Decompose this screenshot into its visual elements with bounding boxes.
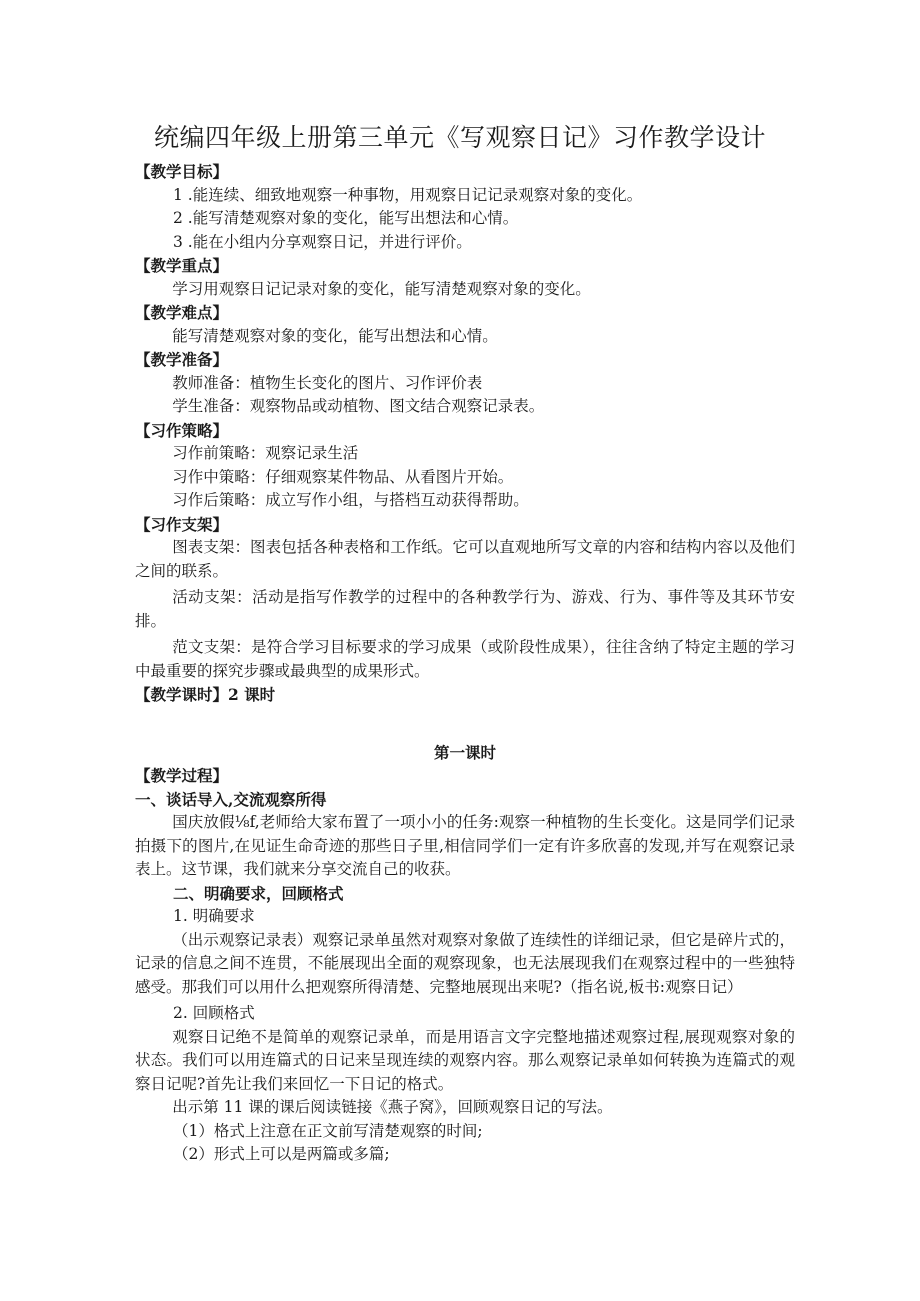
goal-item: 3 .能在小组内分享观察日记，并进行评价。: [173, 232, 472, 251]
point-item: （1）格式上注意在正文前写清楚观察的时间;: [173, 1121, 483, 1140]
key-text: 学习用观察日记记录对象的变化，能写清楚观察对象的变化。: [172, 279, 591, 298]
section-heading-prep: 【教学准备】: [135, 350, 229, 369]
part2-heading: 二、明确要求，回顾格式: [173, 883, 344, 903]
section-heading-scaffold: 【习作支架】: [135, 514, 229, 534]
scaffold-activity: 活动支架：活动是指写作教学的过程中的各种教学行为、游戏、行为、事件等及其环节安排。: [135, 588, 795, 630]
scaffold-chart: 图表支架：图表包括各种表格和工作纸。它可以直观地所写文章的内容和结构内容以及他们之间的联系。: [135, 538, 795, 580]
sub1-heading: 1. 明确要求: [173, 907, 255, 925]
section-heading-difficulty: 【教学难点】: [135, 303, 229, 322]
section-heading-hours: 【教学课时】2 课时: [135, 685, 276, 704]
scaffold-model: 范文支架：是符合学习目标要求的学习成果（或阶段性成果），往往含纳了特定主题的学习中最重要的探究步骤或最典型的成果形式。: [135, 638, 795, 680]
sub2-heading: 2. 回顾格式: [173, 1004, 255, 1022]
strategy-before: 习作前策略：观察记录生活: [172, 444, 359, 462]
prep-teacher: 教师准备：植物生长变化的图片、习作评价表: [172, 373, 483, 392]
lesson1-heading: 第一课时: [433, 742, 496, 762]
sub1-text: （出示观察记录表）观察记录单虽然对观察对象做了连续性的详细记录，但它是碎片式的，记录的信息之间不连贯，不能展现出全面的观察现象，也无法展现我们在观察过程中的一些独特感受。那我们可以用什么把观察所得清楚、完整地展现出来呢?（指名说,板书:观察日记）: [135, 930, 795, 996]
goal-item: 1 .能连续、细致地观察一种事物，用观察日记记录观察对象的变化。: [173, 185, 643, 204]
part1-heading: 一、谈话导入,交流观察所得: [135, 789, 327, 809]
document-title: 统编四年级上册第三单元《写观察日记》习作教学设计: [153, 123, 766, 152]
strategy-during: 习作中策略：仔细观察某件物品、从看图片开始。: [172, 467, 514, 486]
sub2-text2: 出示第 11 课的课后阅读链接《燕子窝》，回顾观察日记的写法。: [172, 1098, 613, 1116]
strategy-after: 习作后策略：成立写作小组，与搭档互动获得帮助。: [172, 491, 529, 509]
part1-text: 国庆放假⅛f,老师给大家布置了一项小小的任务:观察一种植物的生长变化。这是同学们记录拍摄下的图片,在见证生命奇迹的那些日子里,相信同学们一定有许多欣喜的发现,并写在观察记录表上。这节课，我们就来分享交流自己的收获。: [135, 813, 795, 878]
difficulty-text: 能写清楚观察对象的变化，能写出想法和心情。: [172, 326, 498, 345]
section-heading-strategy: 【习作策略】: [135, 420, 229, 440]
goal-item: 2 .能写清楚观察对象的变化，能写出想法和心情。: [173, 209, 519, 227]
document-body: [135, 160, 795, 1167]
section-heading-key: 【教学重点】: [135, 256, 229, 275]
point-item: （2）形式上可以是两篇或多篇;: [173, 1145, 390, 1163]
prep-student: 学生准备：观察物品或动植物、图文结合观察记录表。: [172, 397, 545, 415]
sub2-text: 观察日记绝不是简单的观察记录单，而是用语言文字完整地描述观察过程,展现观察对象的状态。我们可以用连篇式的日记来呈现连续的观察内容。那么观察记录单如何转换为连篇式的观察日记呢?首先让我们来回忆一下日记的格式。: [135, 1027, 795, 1093]
process-heading: 【教学过程】: [135, 766, 229, 785]
section-heading-goals: 【教学目标】: [135, 162, 229, 181]
